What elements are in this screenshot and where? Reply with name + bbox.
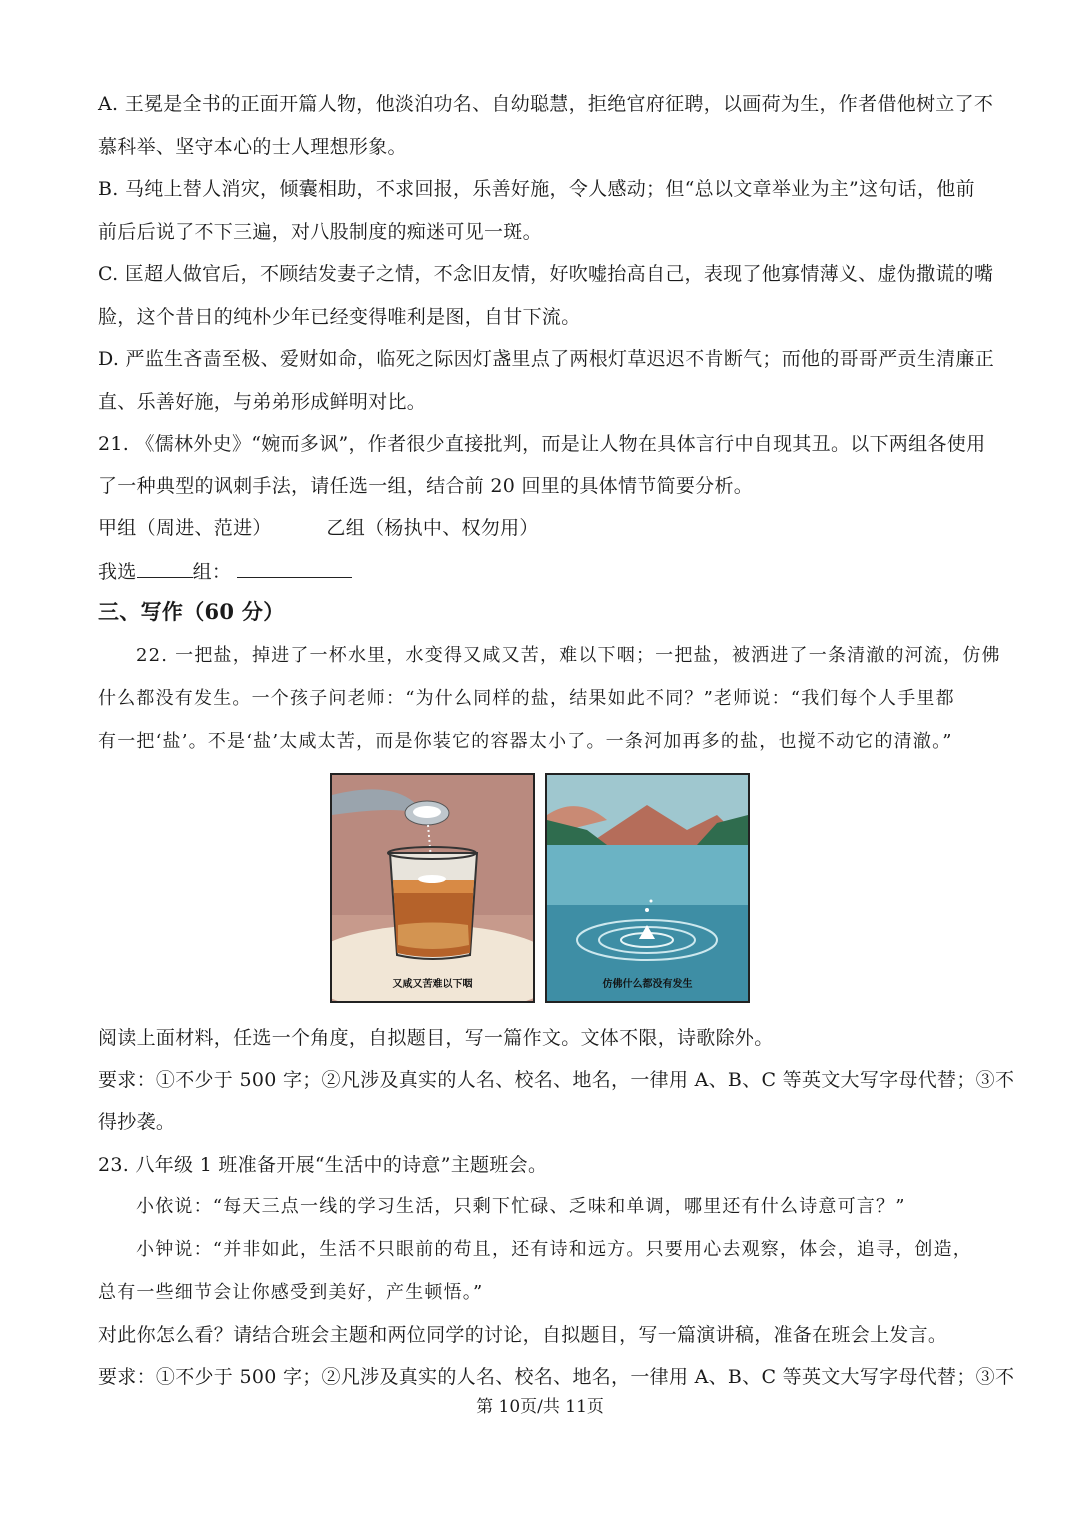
q21-line1: 21. 《儒林外史》“婉而多讽”，作者很少直接批判，而是让人物在具体言行中自现其丑。以下两组各使用 [98,433,986,455]
option-a-line2: 慕科举、坚守本心的士人理想形象。 [98,136,407,158]
answer-blank[interactable] [237,557,352,578]
option-b-line2: 前后后说了不下三遍，对八股制度的痴迷可见一斑。 [98,221,542,243]
option-a-line1: A. 王冕是全书的正面开篇人物，他淡泊功名、自幼聪慧，拒绝官府征聘，以画荷为生，作者借他树立了不 [98,93,994,115]
q21-line2: 了一种典型的讽刺手法，请任选一组，结合前 20 回里的具体情节简要分析。 [98,475,754,497]
q22-line3: 有一把‘盐’。不是‘盐’太咸太苦，而是你装它的容器太小了。一条河加再多的盐，也搅不动它的清澈。” [98,731,953,752]
q23-xiaoyi: 小依说：“每天三点一线的学习生活，只剩下忙碌、乏味和单调，哪里还有什么诗意可言？” [136,1196,906,1217]
q23-prompt: 对此你怎么看？请结合班会主题和两位同学的讨论，自拟题目，写一篇演讲稿，准备在班会上发言。 [98,1324,948,1346]
image2-caption: 仿佛什么都没有发生 [602,979,693,990]
q23-requirement-line1: 要求：①不少于 500 字；②凡涉及真实的人名、校名、地名，一律用 A、B、C 等英文大写字母代替；③不 [98,1366,1015,1388]
option-c-line2: 脸，这个昔日的纯朴少年已经变得唯利是图，自甘下流。 [98,306,581,328]
choose-prefix: 我选 [98,561,137,583]
q23-xiaozhong-line2: 总有一些细节会让你感受到美好，产生顿悟。” [98,1282,484,1303]
group-a: 甲组（周进、范进） [98,517,272,539]
q23-line1: 23. 八年级 1 班准备开展“生活中的诗意”主题班会。 [98,1154,548,1176]
option-d-line2: 直、乐善好施，与弟弟形成鲜明对比。 [98,391,427,413]
q22-line1: 22. 一把盐，掉进了一杯水里，水变得又咸又苦，难以下咽；一把盐，被洒进了一条清澈的河流，仿佛 [136,645,1001,666]
salt-river-image [545,773,750,1003]
q22-line2: 什么都没有发生。一个孩子问老师：“为什么同样的盐，结果如此不同？”老师说：“我们每个人手里都 [98,688,955,709]
q22-requirement-line1: 要求：①不少于 500 字；②凡涉及真实的人名、校名、地名，一律用 A、B、C 等英文大写字母代替；③不 [98,1069,1015,1091]
option-c-line1: C. 匡超人做官后，不顾结发妻子之情，不念旧友情，好吹嘘抬高自己，表现了他寡情薄义、虚伪撒谎的嘴 [98,263,994,285]
q21-groups [98,514,988,542]
salt-glass-image [330,773,535,1003]
option-d-line1: D. 严监生吝啬至极、爱财如命，临死之际因灯盏里点了两根灯草迟迟不肯断气；而他的哥哥严贡生清廉正 [98,348,995,370]
q22-prompt: 阅读上面材料，任选一个角度，自拟题目，写一篇作文。文体不限，诗歌除外。 [98,1027,774,1049]
section-writing-title: 三、写作（60 分） [98,599,285,624]
q23-xiaozhong-line1: 小钟说：“并非如此，生活不只眼前的苟且，还有诗和远方。只要用心去观察，体会，追寻，创造， [136,1239,972,1260]
group-b: 乙组（杨执中、权勿用） [326,517,539,539]
q22-requirement-line2: 得抄袭。 [98,1111,176,1133]
option-b-line1: B. 马纯上替人消灾，倾囊相助，不求回报，乐善好施，令人感动；但“总以文章举业为主”这句话，他前 [98,178,975,200]
group-blank[interactable] [137,557,193,578]
choose-mid: 组： [192,561,232,583]
image1-caption: 又咸又苦难以下咽 [392,979,473,990]
q21-answer-line [98,557,988,586]
page-number: 第 10页/共 11页 [476,1397,604,1417]
